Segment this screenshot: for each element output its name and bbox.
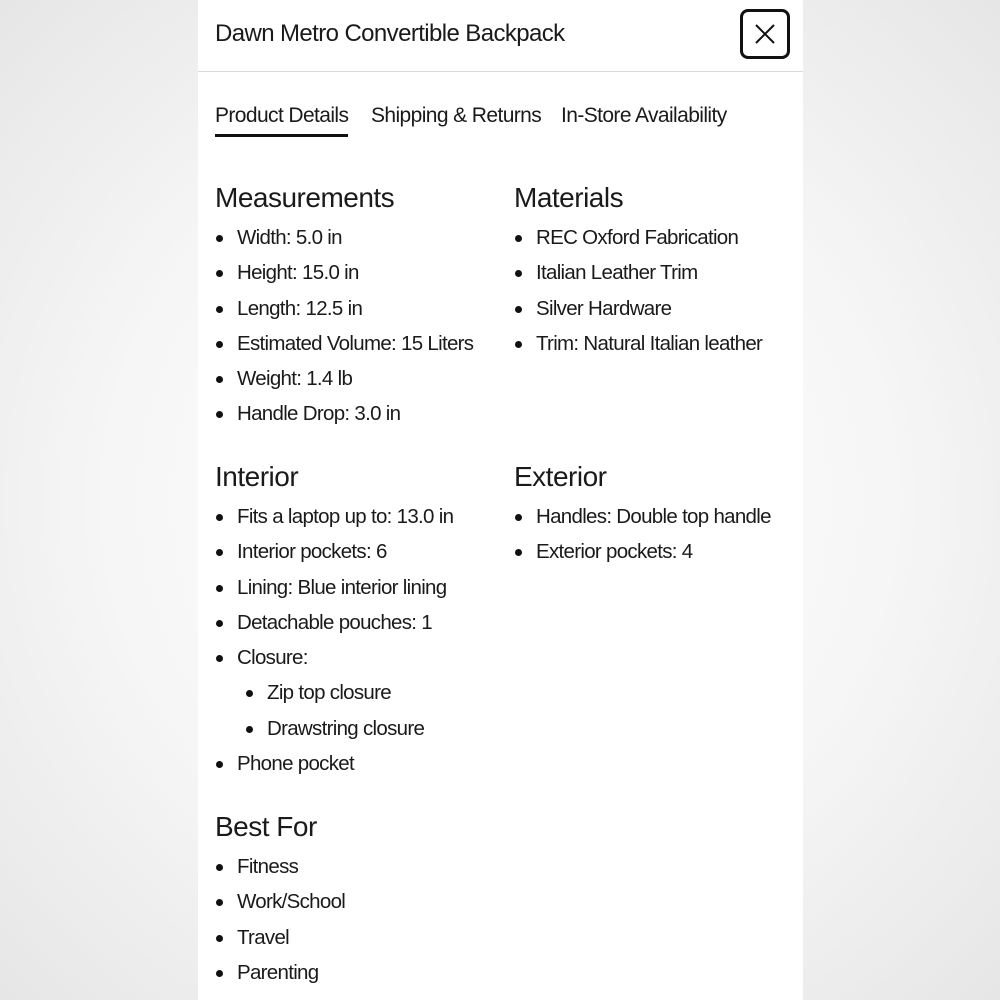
list-item [514,255,762,290]
modal-header [198,0,803,72]
list-item [514,534,771,569]
section-heading: Interior [215,461,299,492]
list-item-text: Width: 5.0 in [237,226,342,249]
product-details-modal [198,0,803,1000]
list-item [514,291,762,326]
bullet-icon [216,549,223,556]
list-item-text: Length: 12.5 in [237,296,363,320]
list-item [514,220,762,255]
bullet-icon [216,899,223,906]
bullet-icon [515,549,522,556]
list-item-text: Italian Leather Trim [536,261,698,285]
bullet-icon [515,235,522,242]
exterior-section [514,459,771,570]
best-for-list [215,849,345,990]
materials-list [514,220,762,361]
bullet-icon [246,726,253,733]
bullet-icon [216,306,223,313]
list-item [215,746,453,781]
list-item [514,326,762,361]
section-heading: Exterior [514,461,607,492]
bullet-icon [515,514,522,521]
list-item [215,849,345,884]
bullet-icon [216,620,223,627]
bullet-icon [216,655,223,662]
list-item-text: Zip top closure [267,681,391,705]
list-item-text: Travel [237,925,289,949]
list-item-text: Estimated Volume: 15 Liters [237,331,474,355]
list-item [215,255,473,290]
section-heading: Measurements [215,182,395,213]
closure-sublist [215,675,453,746]
bullet-icon [515,306,522,313]
list-item [514,499,771,534]
list-item [215,920,345,955]
list-item-text: Drawstring closure [267,716,425,740]
bullet-icon [216,864,223,871]
list-item [215,396,473,431]
close-icon [755,24,775,44]
list-item-text: Trim: Natural Italian leather [536,331,763,355]
tab-shipping-returns[interactable]: Shipping & Returns [371,104,542,127]
list-item-text: Lining: Blue interior lining [237,575,447,599]
list-item-text: Weight: 1.4 lb [237,367,353,391]
materials-section [514,180,762,361]
bullet-icon [216,376,223,383]
bullet-icon [216,270,223,277]
best-for-section [215,809,345,990]
list-item-text: Phone pocket [237,752,354,776]
bullet-icon [216,235,223,242]
interior-section [215,459,453,781]
list-item-text: Fitness [237,855,299,878]
list-item-text: Interior pockets: 6 [237,540,387,564]
list-item-text: Silver Hardware [536,296,672,320]
measurements-section [215,180,473,432]
list-item [215,361,473,396]
section-heading: Best For [215,811,317,842]
list-item [215,534,453,569]
list-item-text: Handle Drop: 3.0 in [237,402,401,426]
list-item [215,291,473,326]
bullet-icon [216,514,223,521]
interior-list [215,499,453,675]
modal-title: Dawn Metro Convertible Backpack [215,20,565,47]
list-item [215,326,473,361]
bullet-icon [216,761,223,768]
bullet-icon [216,411,223,418]
list-item-text: Fits a laptop up to: 13.0 in [237,505,454,528]
bullet-icon [216,970,223,977]
list-item [215,570,453,605]
bullet-icon [216,585,223,592]
section-heading: Materials [514,182,624,213]
list-item [215,675,453,710]
exterior-list [514,499,771,570]
tab-in-store-availability[interactable]: In-Store Availability [561,104,727,127]
list-item-text: Closure: [237,646,308,670]
list-item [215,640,453,675]
bullet-icon [216,935,223,942]
list-item-text: Exterior pockets: 4 [536,540,693,564]
bullet-icon [246,690,253,697]
list-item [215,955,345,990]
list-item-text: Parenting [237,960,319,984]
list-item [215,605,453,640]
list-item-text: Height: 15.0 in [237,261,359,285]
list-item [215,499,453,534]
bullet-icon [515,341,522,348]
tab-product-details[interactable]: Product Details [215,104,348,137]
list-item [215,220,473,255]
list-item [215,711,453,746]
list-item [215,884,345,919]
list-item-text: Work/School [237,890,346,914]
interior-list-end [215,746,453,781]
list-item-text: Handles: Double top handle [536,505,771,528]
bullet-icon [515,270,522,277]
measurements-list [215,220,473,432]
close-button[interactable] [740,9,790,59]
list-item-text: Detachable pouches: 1 [237,610,433,634]
bullet-icon [216,341,223,348]
list-item-text: REC Oxford Fabrication [536,226,739,249]
